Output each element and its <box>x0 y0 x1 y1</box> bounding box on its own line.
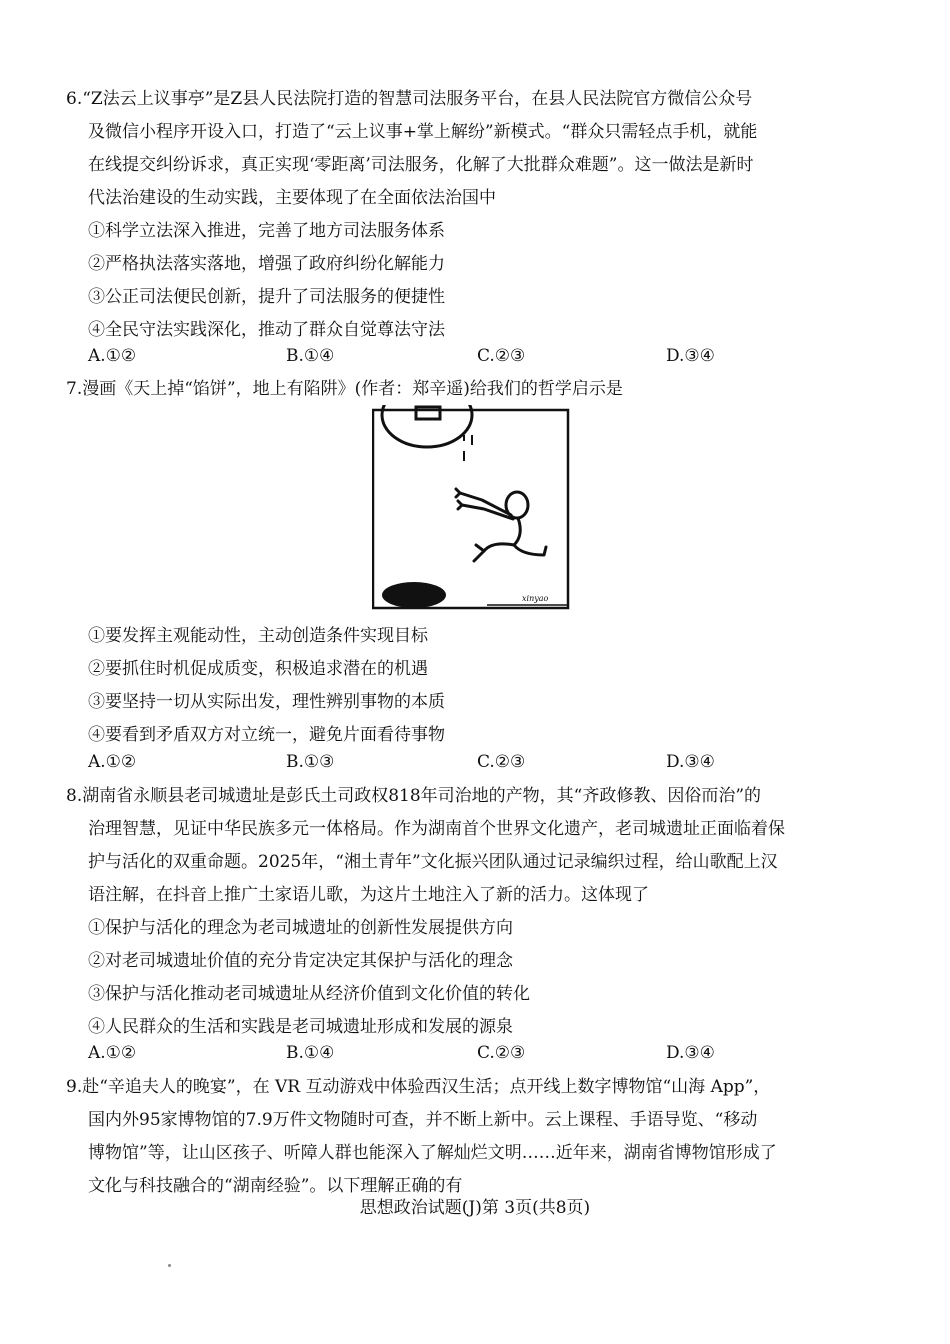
q6-stem-line-2: 及微信小程序开设入口，打造了“云上议事+掌上解纷”新模式。“群众只需轻点手机，就能 <box>88 122 758 142</box>
q7-choice-a: A.①② <box>88 752 137 772</box>
q6-item-4: ④全民守法实践深化，推动了群众自觉尊法守法 <box>88 320 445 340</box>
q6-stem-line-3: 在线提交纠纷诉求，真正实现‘零距离’司法服务，化解了大批群众难题”。这一做法是新时 <box>88 155 754 175</box>
q6-item-2: ②严格执法落实落地，增强了政府纠纷化解能力 <box>88 254 445 274</box>
cartoon-frame <box>373 410 568 608</box>
q8-item-2: ②对老司城遗址价值的充分肯定决定其保护与活化的理念 <box>88 951 513 971</box>
q8-item-1: ①保护与活化的理念为老司城遗址的创新性发展提供方向 <box>88 918 513 938</box>
q8-stem-line-3: 护与活化的双重命题。2025年，“湘土青年”文化振兴团队通过记录编织过程，给山歌配上汉 <box>88 852 778 872</box>
q7-choice-b: B.①③ <box>286 752 335 772</box>
q8-stem-line-1: 8.湖南省永顺县老司城遗址是彭氏土司政权818年司治地的产物，其“齐政修教、因俗而治”的 <box>66 786 762 806</box>
q7-choice-c: C.②③ <box>477 752 526 772</box>
trap-hole-icon <box>382 582 446 608</box>
q8-stem-line-4: 语注解，在抖音上推广土家语儿歌，为这片土地注入了新的活力。这体现了 <box>88 885 649 905</box>
q6-item-1: ①科学立法深入推进，完善了地方司法服务体系 <box>88 221 445 241</box>
q8-choice-a: A.①② <box>88 1043 137 1063</box>
q6-stem-line-4: 代法治建设的生动实践，主要体现了在全面依法治国中 <box>88 188 496 208</box>
q9-stem-line-4: 文化与科技融合的“湖南经验”。以下理解正确的有 <box>88 1176 463 1196</box>
q9-stem-line-1: 9.赴“辛追夫人的晚宴”，在 VR 互动游戏中体验西汉生活；点开线上数字博物馆“山海 App”， <box>66 1077 771 1097</box>
q8-choice-d: D.③④ <box>666 1043 715 1063</box>
q9-stem-line-2: 国内外95家博物馆的7.9万件文物随时可查，并不断上新中。云上课程、手语导览、“移动 <box>88 1110 758 1130</box>
q7-item-2: ②要抓住时机促成质变，积极追求潜在的机遇 <box>88 659 428 679</box>
q6-choice-c: C.②③ <box>477 346 526 366</box>
cartoon-image <box>372 405 570 612</box>
q6-stem-line-1: 6.“Z法云上议事亭”是Z县人民法院打造的智慧司法服务平台，在县人民法院官方微信公众号 <box>66 89 753 109</box>
q6-choice-a: A.①② <box>88 346 137 366</box>
q7-item-3: ③要坚持一切从实际出发，理性辨别事物的本质 <box>88 692 445 712</box>
q8-stem-line-2: 治理智慧，见证中华民族多元一体格局。作为湖南首个世界文化遗产，老司城遗址正面临着保 <box>88 819 785 839</box>
falling-pie-icon <box>382 405 472 447</box>
q7-choice-d: D.③④ <box>666 752 715 772</box>
q9-stem-line-3: 博物馆”等，让山区孩子、听障人群也能深入了解灿烂文明……近年来，湖南省博物馆形成了 <box>88 1143 777 1163</box>
q7-item-1: ①要发挥主观能动性，主动创造条件实现目标 <box>88 626 428 646</box>
running-man-icon <box>456 489 546 561</box>
motion-lines <box>464 435 472 461</box>
q6-choice-b: B.①④ <box>286 346 335 366</box>
q8-choice-b: B.①④ <box>286 1043 335 1063</box>
q8-item-3: ③保护与活化推动老司城遗址从经济价值到文化价值的转化 <box>88 984 530 1004</box>
q8-item-4: ④人民群众的生活和实践是老司城遗址形成和发展的源泉 <box>88 1017 513 1037</box>
q8-choice-c: C.②③ <box>477 1043 526 1063</box>
stray-dot <box>168 1264 171 1267</box>
q6-item-3: ③公正司法便民创新，提升了司法服务的便捷性 <box>88 287 445 307</box>
page-footer: 思想政治试题(J)第 3页(共8页) <box>359 1198 591 1218</box>
q6-choice-d: D.③④ <box>666 346 715 366</box>
q7-item-4: ④要看到矛盾双方对立统一，避免片面看待事物 <box>88 725 445 745</box>
q7-stem-line-1: 7.漫画《天上掉“馅饼”，地上有陷阱》(作者：郑辛遥)给我们的哲学启示是 <box>66 379 623 399</box>
cartoon-signature: xinyao <box>522 594 549 603</box>
